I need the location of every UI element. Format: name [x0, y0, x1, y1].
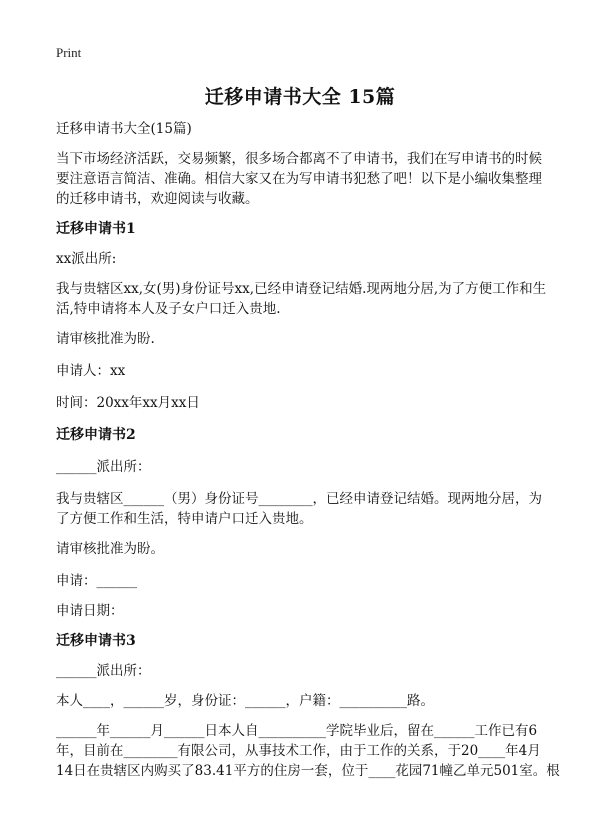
s2-addressee: ______派出所： [56, 459, 151, 475]
s3-addressee: ______派出所： [56, 663, 151, 679]
section-heading-2: 迁移申请书2 [56, 427, 136, 443]
print-label: Print [56, 45, 82, 60]
s1-applicant: 申请人：xx [56, 363, 126, 379]
s2-date: 申请日期： [56, 603, 124, 619]
s2-body-line-2: 了方便工作和生活，特申请户口迁入贵地。 [56, 511, 313, 527]
s2-body-line-1: 我与贵辖区______（男）身份证号________，已经申请登记结婚。现两地分居，为 [56, 491, 542, 507]
s2-request: 请审核批准为盼。 [56, 541, 164, 557]
intro-line-2: 要注意语言简洁、准确。相信大家又在为写申请书犯愁了吧！以下是小编收集整理 [56, 171, 542, 187]
s1-date: 时间：20xx年xx月xx日 [56, 395, 200, 411]
s3-personal-info: 本人____，______岁，身份证：______，户籍：__________路。 [56, 693, 434, 709]
document-title: 迁移申请书大全 15篇 [204, 86, 396, 108]
s3-body-line-1: ______年______月______日本人自__________学院毕业后，留在______工作已有6 [56, 723, 538, 739]
s2-applicant: 申请：______ [56, 573, 137, 589]
s1-body-line-1: 我与贵辖区xx,女(男)身份证号xx,已经申请登记结婚.现两地分居,为了方便工作和生 [56, 281, 547, 297]
s1-request: 请审核批准为盼. [56, 331, 155, 347]
s3-body-line-2: 年，目前在________有限公司，从事技术工作，由于工作的关系，于20____年4月 [56, 743, 541, 759]
section-heading-1: 迁移申请书1 [56, 221, 136, 237]
subtitle-line: 迁移申请书大全(15篇) [56, 121, 192, 137]
section-heading-3: 迁移申请书3 [56, 633, 136, 649]
s3-body-line-3: 14日在贵辖区内购买了83.41平方的住房一套，位于____花园71幢乙单元501室。根 [56, 763, 560, 779]
intro-line-1: 当下市场经济活跃，交易频繁，很多场合都离不了申请书，我们在写申请书的时候 [56, 151, 542, 167]
s1-body-line-2: 活,特申请将本人及子女户口迁入贵地. [56, 301, 281, 317]
intro-line-3: 的迁移申请书，欢迎阅读与收藏。 [56, 191, 259, 207]
s1-addressee: xx派出所: [56, 251, 117, 267]
